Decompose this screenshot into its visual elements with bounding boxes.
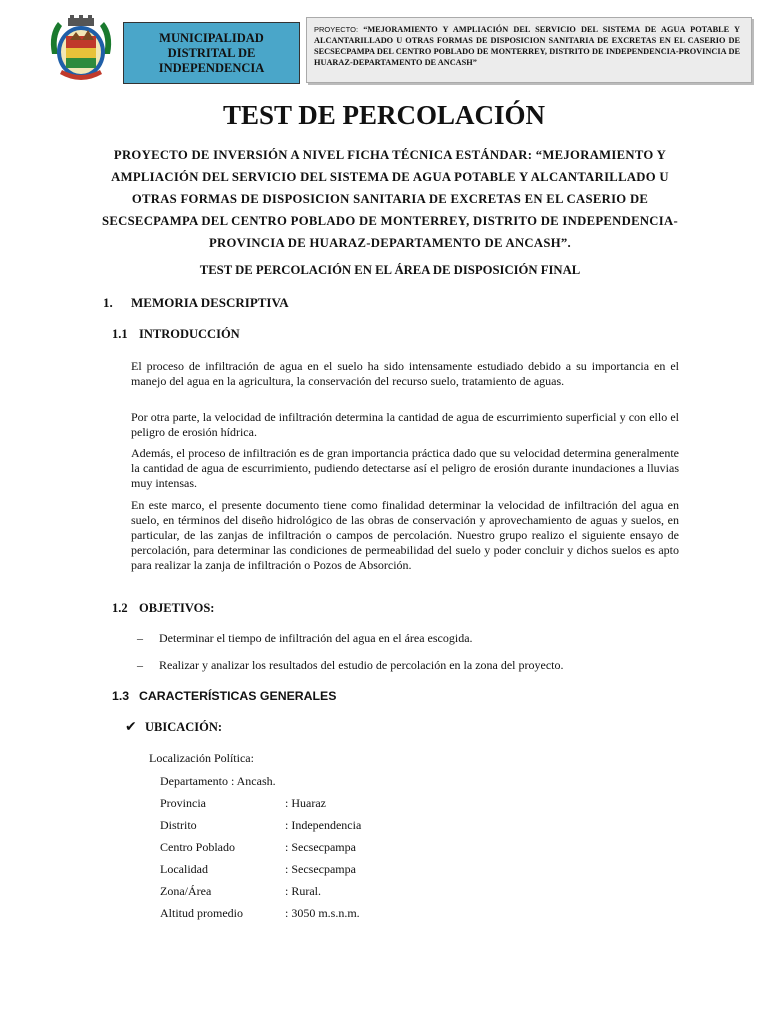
location-value: : Secsecpampa [285,840,356,854]
checkmark-icon: ✔ [125,719,137,735]
paragraph: Por otra parte, la velocidad de infiltración determina la cantidad de agua de escurrimiento superficial y con ello el peligro de erosión hídrica. [131,410,679,439]
location-label: Centro Poblado [160,840,235,854]
subsection-title: CARACTERÍSTICAS GENERALES [139,689,337,703]
objective-text: Determinar el tiempo de infiltración del agua en el área escogida. [159,631,473,645]
section-number: 1. [103,295,113,310]
dash-bullet: – [137,658,143,672]
subsection-heading-introduccion [112,327,240,342]
subsection-number: 1.2 [112,601,128,615]
location-label: Localidad [160,862,208,876]
location-row [160,818,361,833]
location-label: Provincia [160,796,206,810]
dash-bullet: – [137,631,143,645]
subsection-title: INTRODUCCIÓN [139,327,240,341]
subsection-number: 1.1 [112,327,128,341]
objective-item [137,631,473,646]
municipal-seal [48,14,114,84]
location-row-department: Departamento : Ancash. [160,774,276,788]
subsection-heading-caracteristicas [112,689,336,703]
subsection-number: 1.3 [112,689,130,703]
location-value: : Secsecpampa [285,862,356,876]
location-label: Zona/Área [160,884,212,898]
project-name: “MEJORAMIENTO Y AMPLIACIÓN DEL SERVICIO DEL SISTEMA DE AGUA POTABLE Y ALCANTARILLADO U OTRAS FORMAS DE DISPOSICION SANITARIA DE EXCRETAS EN EL CASERIO DE SECSECPAMPA DEL CENTRO POBLADO DE MONTERREY, DISTRITO DE INDEPENDENCIA-PROVINCIA DE HUARAZ-DEPARTAMENTO DE ANCASH” [314,25,740,67]
document-subtitle: TEST DE PERCOLACIÓN EN EL ÁREA DE DISPOSICIÓN FINAL [199,263,581,277]
section-heading-memoria [103,295,289,311]
location-label: Altitud promedio [160,906,243,920]
project-banner [306,17,752,83]
location-value: : Independencia [285,818,362,832]
location-title: UBICACIÓN: [145,720,223,734]
location-row [160,906,360,921]
political-location-label: Localización Política: [149,751,254,765]
project-label: PROYECTO: [314,25,359,34]
paragraph: El proceso de infiltración de agua en el suelo ha sido intensamente estudiado debido a su importancia en el manejo del agua en la agricultura, la conservación del recurso suelo, tratamiento de aguas. [131,359,679,388]
project-statement: PROYECTO DE INVERSIÓN A NIVEL FICHA TÉCNICA ESTÁNDAR: “MEJORAMIENTO Y AMPLIACIÓN DEL SERVICIO DEL SISTEMA DE AGUA POTABLE Y ALCANTARILLADO U OTRAS FORMAS DE DISPOSICION SANITARIA DE EXCRETAS EN EL CASERIO DE SECSECPAMPA DEL CENTRO POBLADO DE MONTERREY, DISTRITO DE INDEPENDENCIA-PROVINCIA DE HUARAZ-DEPARTAMENTO DE ANCASH”. [102,148,678,250]
location-heading [125,719,222,735]
paragraph: Además, el proceso de infiltración es de gran importancia práctica dado que su velocidad determina generalmente la cantidad de agua de escurrimiento, pudiendo detectarse así el peligro de erosión durante inundaciones a lluvias muy intensas. [131,446,679,490]
municipality-banner [123,22,300,84]
location-label: Distrito [160,818,197,832]
section-title: MEMORIA DESCRIPTIVA [131,295,289,310]
location-value: : 3050 m.s.n.m. [285,906,360,920]
project-banner-text [314,24,740,68]
subsection-title: OBJETIVOS: [139,601,215,615]
subsection-heading-objetivos [112,601,214,616]
location-row [160,862,356,877]
location-value: : Rural. [285,884,321,898]
location-value: : Huaraz [285,796,326,810]
location-row [160,884,321,899]
location-row [160,840,356,855]
objective-item [137,658,564,673]
location-row [160,796,326,811]
paragraph: En este marco, el presente documento tiene como finalidad determinar la velocidad de infiltración del agua en suelo, en términos del diseño hidrológico de las obras de conservación y aprovechamiento de aguas y suelos, en particular, de las zanjas de infiltración o campos de percolación. Nuestro grupo realizo el siguiente ensayo de percolación, para determinar las condiciones de permeabilidad del suelo y poder concluir y dichos suelos es apto para realizar la zanja de infiltración o Pozos de Absorción. [131,498,679,572]
objective-text: Realizar y analizar los resultados del estudio de percolación en la zona del proyecto. [159,658,564,672]
document-title: TEST DE PERCOLACIÓN [222,100,546,130]
municipality-name: MUNICIPALIDAD DISTRITAL DE INDEPENDENCIA [158,30,265,75]
